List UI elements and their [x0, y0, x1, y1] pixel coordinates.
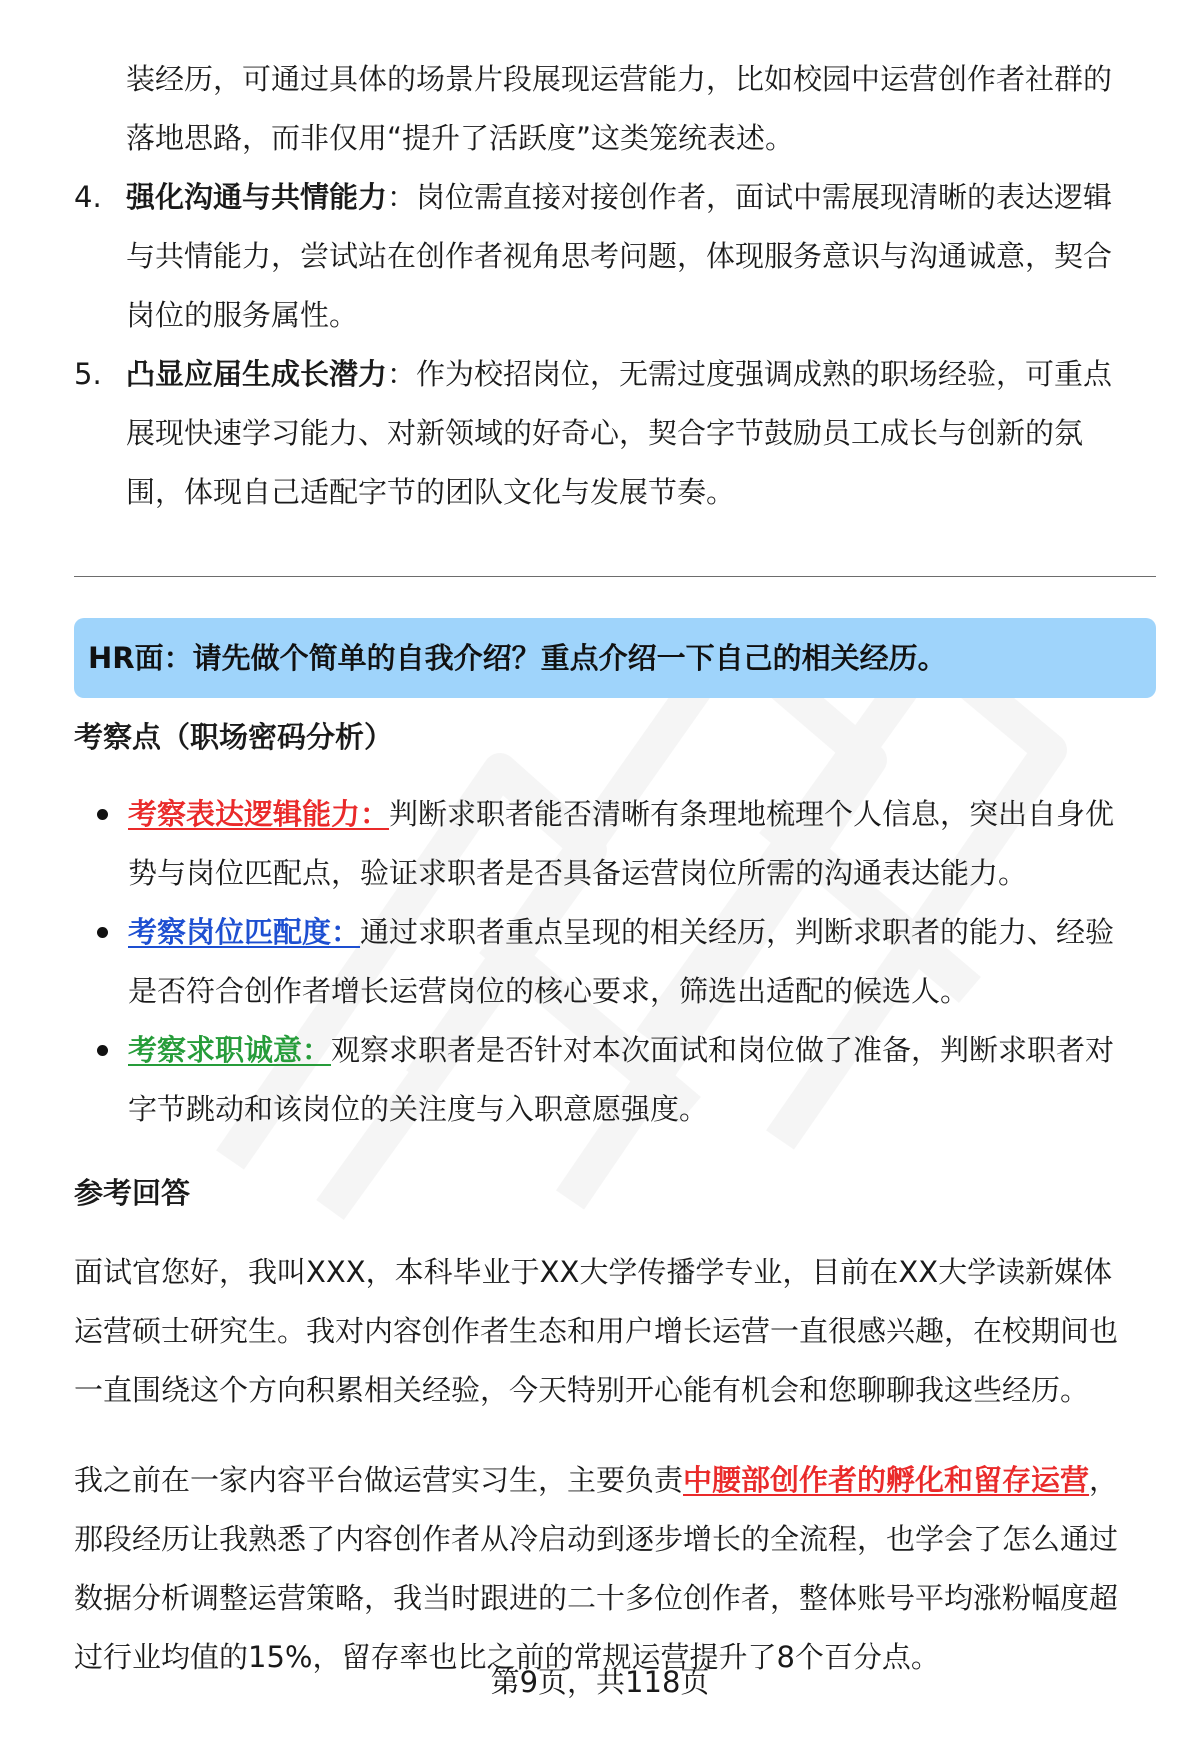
bullet-keyword: 考察求职诚意：: [128, 1033, 332, 1067]
bullet-keyword: 考察岗位匹配度：: [128, 915, 361, 949]
paragraph-line: 面试官您好，我叫XXX，本科毕业于XX大学传播学专业，目前在XX大学读新媒体: [74, 1255, 1113, 1289]
list-item-text: ：岗位需直接对接创作者，面试中需展现清晰的表达逻辑: [387, 180, 1113, 214]
list-number: 5.: [74, 357, 102, 391]
list-item-3-continuation-line: 装经历，可通过具体的场景片段展现运营能力，比如校园中运营创作者社群的: [126, 62, 1113, 96]
list-item-title: 凸显应届生成长潜力: [126, 357, 388, 391]
paragraph-line: 一直围绕这个方向积累相关经验，今天特别开心能有机会和您聊聊我这些经历。: [74, 1373, 1090, 1407]
bullet-dot-icon: [97, 809, 108, 820]
bullet-text: 是否符合创作者增长运营岗位的核心要求，筛选出适配的候选人。: [128, 974, 970, 1008]
bullet-text: 字节跳动和该岗位的关注度与入职意愿强度。: [128, 1092, 709, 1126]
answer-paragraph-1: [74, 1243, 1156, 1420]
list-item-3-continuation-line: 落地思路，而非仅用“提升了活跃度”这类笼统表述。: [126, 121, 795, 155]
list-item-5: [74, 345, 1144, 522]
question-text: HR面：请先做个简单的自我介绍？重点介绍一下自己的相关经历。: [88, 641, 947, 675]
bullet-item: [74, 1021, 1156, 1139]
paragraph-line: 数据分析调整运营策略，我当时跟进的二十多位创作者，整体账号平均涨粉幅度超: [74, 1581, 1119, 1615]
answer-paragraph-2: [74, 1451, 1156, 1687]
list-item-text: ：作为校招岗位，无需过度强调成熟的职场经验，可重点: [387, 357, 1113, 391]
highlighted-phrase: 中腰部创作者的孵化和留存运营: [683, 1463, 1090, 1497]
analysis-bullet-list: [74, 785, 1156, 1139]
paragraph-text: ，: [1089, 1463, 1119, 1497]
page-footer: 第9页，共118页: [490, 1665, 710, 1699]
list-item-text: 围，体现自己适配字节的团队文化与发展节奏。: [126, 475, 736, 509]
paragraph-line: 过行业均值的15%，留存率也比之前的常规运营提升了8个百分点。: [74, 1640, 940, 1674]
paragraph-line: 运营硕士研究生。我对内容创作者生态和用户增长运营一直很感兴趣，在校期间也: [74, 1314, 1119, 1348]
list-item-text: 展现快速学习能力、对新领域的好奇心，契合字节鼓励员工成长与创新的氛: [126, 416, 1084, 450]
bullet-text: 势与岗位匹配点，验证求职者是否具备运营岗位所需的沟通表达能力。: [128, 856, 1028, 890]
paragraph-text: 我之前在一家内容平台做运营实习生，主要负责: [74, 1463, 684, 1497]
numbered-list: [74, 50, 1144, 522]
list-item-text: 岗位的服务属性。: [126, 298, 359, 332]
bullet-text: 判断求职者能否清晰有条理地梳理个人信息，突出自身优: [389, 797, 1115, 831]
question-box: [74, 618, 1156, 698]
bullet-dot-icon: [97, 1045, 108, 1056]
bullet-keyword: 考察表达逻辑能力：: [128, 797, 390, 831]
list-number: 4.: [74, 180, 102, 214]
analysis-heading: 考察点（职场密码分析）: [74, 720, 394, 754]
paragraph-line: 那段经历让我熟悉了内容创作者从冷启动到逐步增长的全流程，也学会了怎么通过: [74, 1522, 1119, 1556]
bullet-item: [74, 785, 1156, 903]
bullet-text: 观察求职者是否针对本次面试和岗位做了准备，判断求职者对: [331, 1033, 1115, 1067]
bullet-dot-icon: [97, 927, 108, 938]
answer-heading: 参考回答: [74, 1176, 191, 1210]
list-item-text: 与共情能力，尝试站在创作者视角思考问题，体现服务意识与沟通诚意，契合: [126, 239, 1113, 273]
list-item-title: 强化沟通与共情能力: [126, 180, 388, 214]
bullet-item: [74, 903, 1156, 1021]
bullet-text: 通过求职者重点呈现的相关经历，判断求职者的能力、经验: [360, 915, 1115, 949]
section-divider: [74, 576, 1156, 577]
list-item-4: [74, 168, 1144, 345]
